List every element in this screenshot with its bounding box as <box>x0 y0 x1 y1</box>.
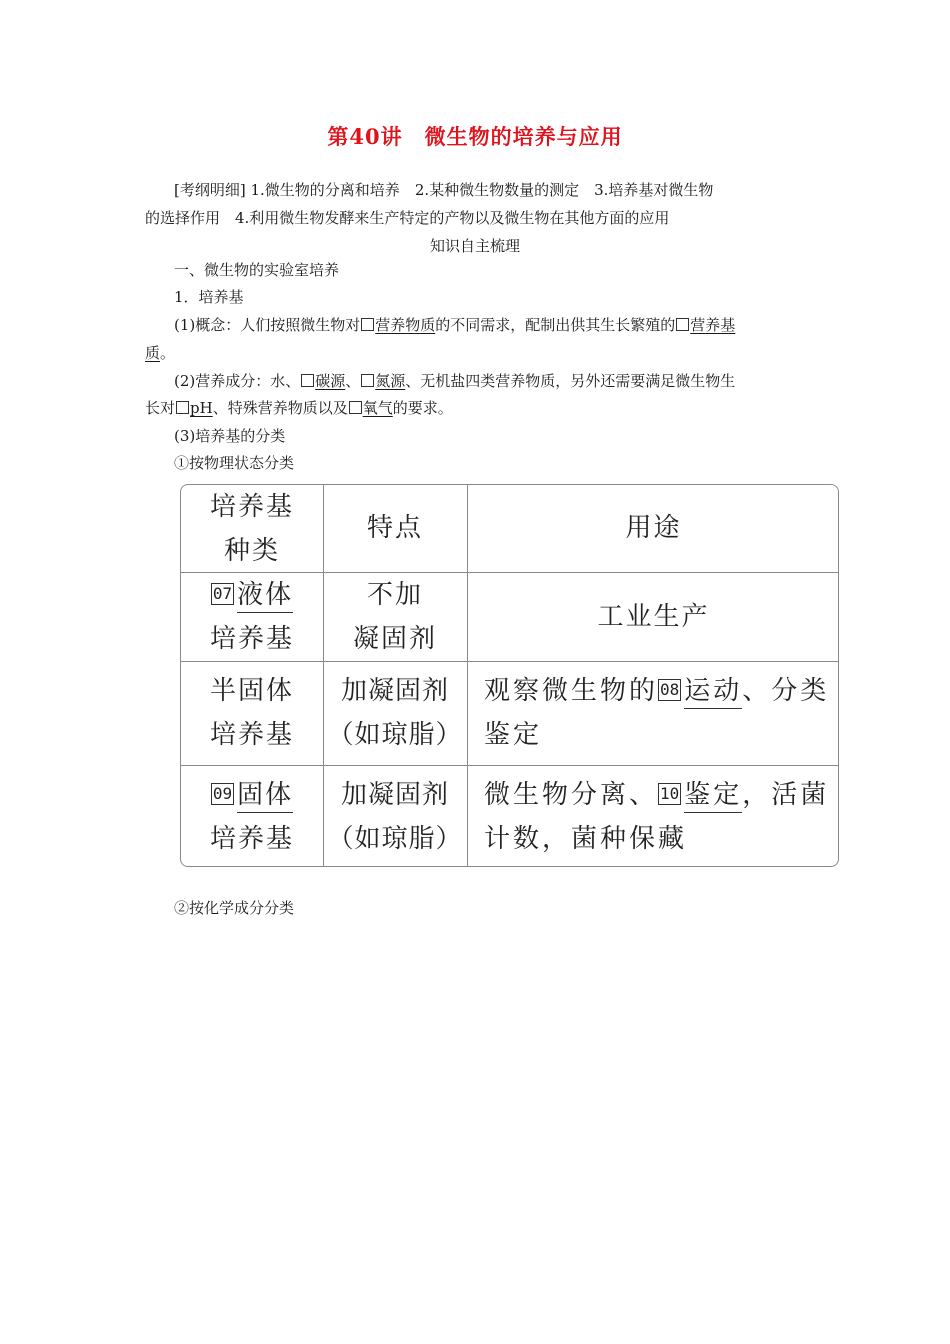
table-header-use: 用途 <box>625 513 682 543</box>
blank-box-icon <box>301 374 314 387</box>
heading-medium: 1．培养基 <box>174 288 244 306</box>
table-row-semisolid-feature: 加凝固剂 （如琼脂） <box>327 676 463 750</box>
nutrients-line-2: 长对 pH、特殊营养物质以及 氧气的要求。 <box>145 399 453 417</box>
nutrients-line-1: (2)营养成分：水、 碳源、 氮源、无机盐四类营养物质，另外还需要满足微生物生 <box>174 372 736 390</box>
blank-box-icon <box>361 318 374 331</box>
sub-heading-physical: ①按物理状态分类 <box>174 454 295 472</box>
blank-box-icon <box>176 401 189 414</box>
blank-box-icon <box>349 401 362 414</box>
table-row-semisolid-type: 半固体 培养基 <box>209 676 294 750</box>
table-row-liquid-type: 07 液体 培养基 <box>209 580 294 654</box>
table-header-type: 培养基 种类 <box>209 492 294 566</box>
number-box-icon: 10 <box>660 784 680 803</box>
outline-label: [考纲明细] <box>174 181 246 199</box>
number-box-icon: 07 <box>212 584 233 603</box>
sub-heading-chemical: ②按化学成分分类 <box>174 899 295 917</box>
heading-lab-culture: 一、微生物的实验室培养 <box>174 261 340 279</box>
blank-box-icon <box>676 318 689 331</box>
outline-text-1: 1.微生物的分离和培养 2.某种微生物数量的测定 3.培养基对微生物 <box>250 181 714 199</box>
concept-line-1: (1)概念：人们按照微生物对 营养物质的不同需求，配制出供其生长繁殖的 营养基 <box>174 316 736 334</box>
table-row-semisolid-use: 观察微生物的 08 运动、分类 鉴定 <box>484 676 830 750</box>
concept-line-2: 质。 <box>145 344 176 362</box>
table-row-solid-type: 09 固体 培养基 <box>209 780 294 854</box>
section-title: 知识自主梳理 <box>429 237 520 255</box>
number-box-icon: 08 <box>660 680 680 699</box>
table-divider <box>181 765 838 766</box>
medium-type-table <box>180 484 839 867</box>
blank-box-icon <box>361 374 374 387</box>
table-row-liquid-feature: 不加 凝固剂 <box>352 580 437 654</box>
outline-line-2: 的选择作用 4.利用微生物发酵来生产特定的产物以及微生物在其他方面的应用 <box>145 209 670 227</box>
table-row-solid-feature: 加凝固剂 （如琼脂） <box>327 780 463 854</box>
outline-line-1 <box>174 180 713 200</box>
table-row-liquid-use: 工业生产 <box>597 602 710 632</box>
table-header-feature: 特点 <box>366 513 423 543</box>
table-row-solid-use: 微生物分离、 10 鉴定，活菌 计数，菌种保藏 <box>484 780 830 854</box>
page-title: 第40讲 微生物的培养与应用 <box>327 124 623 149</box>
table-divider <box>181 661 838 662</box>
number-box-icon: 09 <box>212 784 233 803</box>
heading-classification: (3)培养基的分类 <box>174 427 286 445</box>
